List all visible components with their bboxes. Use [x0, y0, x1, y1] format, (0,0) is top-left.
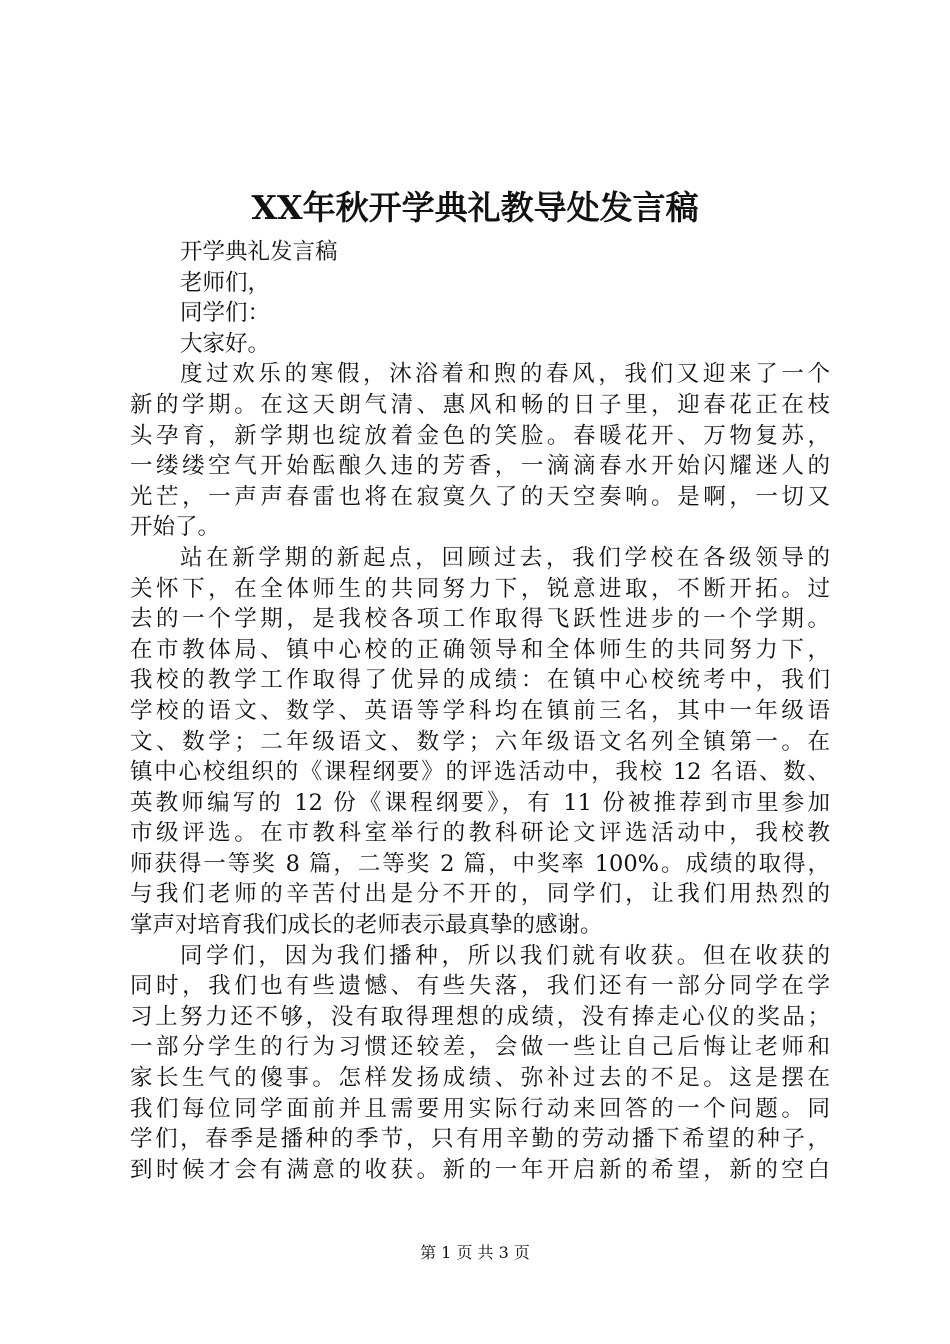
body-line: 与我们老师的辛苦付出是分不开的，同学们，让我们用热烈的 — [130, 881, 830, 908]
body-line: 家长生气的傻事。怎样发扬成绩、弥补过去的不足。这是摆在 — [130, 1065, 830, 1092]
body-line: 一缕缕空气开始酝酿久违的芳香，一滴滴春水开始闪耀迷人的 — [130, 453, 830, 480]
body-line: 光芒，一声声春雷也将在寂寞久了的天空奏响。是啊，一切又 — [130, 483, 830, 510]
body-line: 镇中心校组织的《课程纲要》的评选活动中，我校 12 名语、数、 — [130, 759, 830, 786]
body-line: 到时候才会有满意的收获。新的一年开启新的希望，新的空白 — [130, 1156, 830, 1183]
body-line: 学校的语文、数学、英语等学科均在镇前三名，其中一年级语 — [130, 697, 830, 724]
page-footer: 第 1 页 共 3 页 — [420, 1243, 530, 1262]
body-line: 文、数学；二年级语文、数学；六年级语文名列全镇第一。在 — [130, 728, 830, 755]
body-line: 开学典礼发言稿 — [180, 239, 338, 265]
body-line: 我校的教学工作取得了优异的成绩：在镇中心校统考中，我们 — [130, 667, 830, 694]
body-line: 习上努力还不够，没有取得理想的成绩，没有捧走心仪的奖品； — [130, 1003, 830, 1030]
body-line: 头孕育，新学期也绽放着金色的笑脸。春暖花开、万物复苏， — [130, 422, 830, 449]
body-line: 大家好。 — [180, 330, 271, 357]
body-line: 开始了。 — [130, 514, 221, 541]
body-line: 站在新学期的新起点，回顾过去，我们学校在各级领导的 — [180, 544, 830, 571]
body-line: 关怀下，在全体师生的共同努力下，锐意进取，不断开拓。过 — [130, 575, 830, 602]
document-body — [130, 237, 830, 1185]
body-line: 我们每位同学面前并且需要用实际行动来回答的一个问题。同 — [130, 1095, 830, 1122]
body-line: 市级评选。在市教科室举行的教科研论文评选活动中，我校教 — [130, 820, 830, 847]
body-line: 在市教体局、镇中心校的正确领导和全体师生的共同努力下， — [130, 636, 830, 663]
body-line: 师获得一等奖 8 篇，二等奖 2 篇，中奖率 100%。成绩的取得， — [130, 850, 830, 877]
body-line: 新的学期。在这天朗气清、惠风和畅的日子里，迎春花正在枝 — [130, 391, 830, 418]
body-line: 同学们，因为我们播种，所以我们就有收获。但在收获的 — [180, 942, 830, 969]
body-line: 老师们， — [180, 269, 271, 296]
body-line: 掌声对培育我们成长的老师表示最真挚的感谢。 — [130, 912, 603, 939]
body-line: 同时，我们也有些遗憾、有些失落，我们还有一部分同学在学 — [130, 973, 830, 1000]
body-line: 学们，春季是播种的季节，只有用辛勤的劳动播下希望的种子， — [130, 1126, 830, 1153]
body-line: 度过欢乐的寒假，沐浴着和煦的春风，我们又迎来了一个 — [180, 361, 830, 388]
body-line: 一部分学生的行为习惯还较差，会做一些让自己后悔让老师和 — [130, 1034, 830, 1061]
body-line: 去的一个学期，是我校各项工作取得飞跃性进步的一个学期。 — [130, 606, 830, 633]
document-title: XX年秋开学典礼教导处发言稿 — [251, 188, 699, 227]
body-line: 同学们： — [180, 300, 271, 327]
body-line: 英教师编写的 12 份《课程纲要》，有 11 份被推荐到市里参加 — [130, 789, 830, 816]
